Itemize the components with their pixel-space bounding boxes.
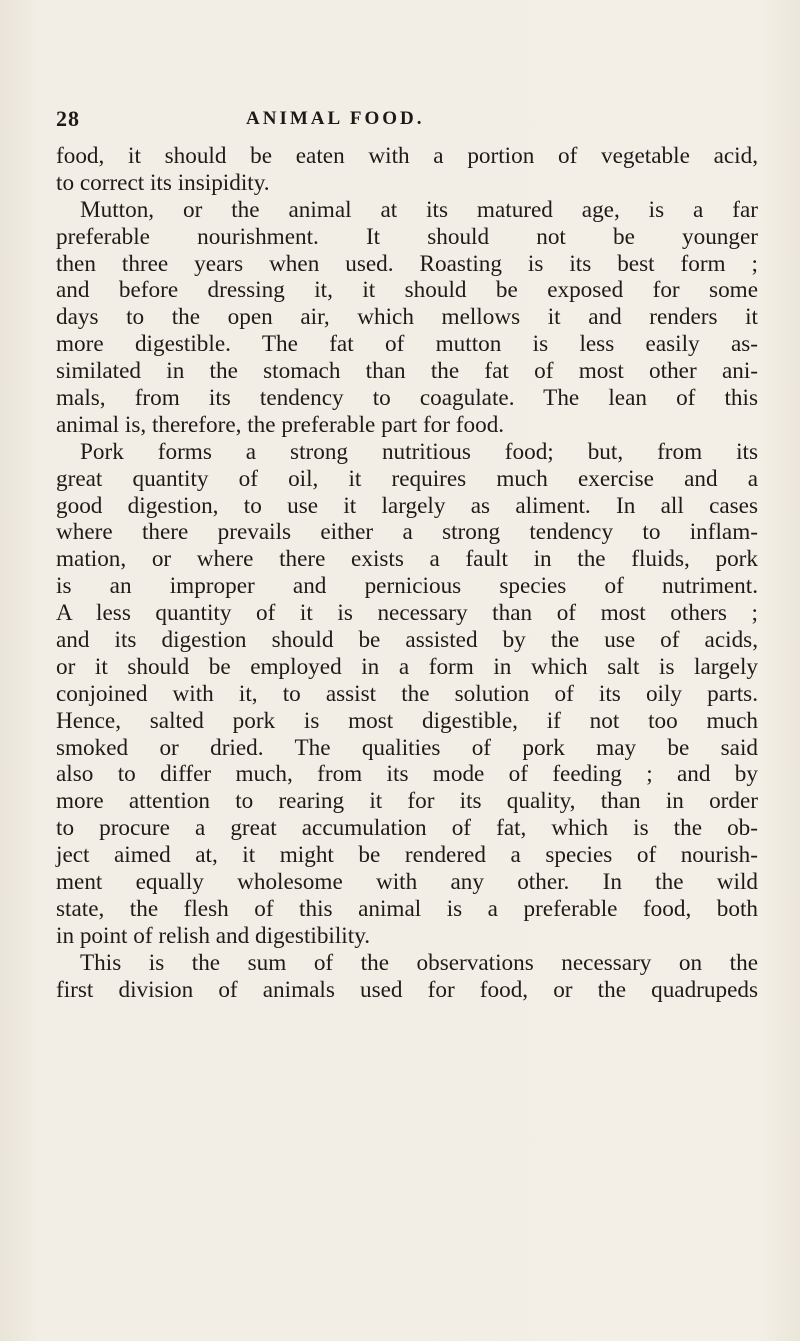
text-line: also to differ much, from its mode of feeding ; and by: [56, 761, 758, 788]
text-line: mation, or where there exists a fault in the fluids, pork: [56, 546, 758, 573]
page-number: 28: [56, 106, 80, 131]
text-line: conjoined with it, to assist the solution of its oily parts.: [56, 680, 758, 707]
text-line: state, the flesh of this animal is a preferable food, both: [56, 895, 758, 922]
text-line: good digestion, to use it largely as aliment. In all cases: [56, 492, 758, 519]
text-line: then three years when used. Roasting is its best form ;: [56, 250, 758, 277]
text-line: similated in the stomach than the fat of most other ani-: [56, 358, 758, 385]
text-line: great quantity of oil, it requires much exercise and a: [56, 465, 758, 492]
text-line: food, it should be eaten with a portion of vegetable acid,: [56, 143, 758, 169]
text-line: or it should be employed in a form in which salt is largely: [56, 653, 758, 680]
text-line: Hence, salted pork is most digestible, if not too much: [56, 707, 758, 734]
text-line: to correct its insipidity.: [56, 169, 270, 196]
text-line: This is the sum of the observations necessary on the: [80, 949, 758, 976]
text-line: first division of animals used for food, or the quadrupeds: [56, 976, 758, 1003]
text-line: to procure a great accumulation of fat, which is the ob-: [56, 815, 758, 842]
text-line: Pork forms a strong nutritious food; but, from its: [80, 438, 758, 465]
text-line: smoked or dried. The qualities of pork may be said: [56, 734, 758, 761]
text-line: more attention to rearing it for its quality, than in order: [56, 788, 758, 815]
text-line: is an improper and pernicious species of nutriment.: [56, 573, 758, 600]
text-line: mals, from its tendency to coagulate. The lean of this: [56, 385, 758, 412]
text-line: A less quantity of it is necessary than of most others ;: [56, 600, 758, 627]
text-line: where there prevails either a strong tendency to inflam-: [56, 519, 758, 546]
running-head: ANIMAL FOOD.: [246, 108, 425, 129]
text-line: and before dressing it, it should be exposed for some: [56, 277, 758, 304]
text-line: and its digestion should be assisted by the use of acids,: [56, 627, 758, 654]
text-line: ject aimed at, it might be rendered a species of nourish-: [56, 842, 758, 869]
text-line: ment equally wholesome with any other. In the wild: [56, 869, 758, 896]
page-header: [56, 106, 756, 136]
body-text: [56, 143, 758, 1004]
text-line: preferable nourishment. It should not be younger: [56, 223, 758, 250]
text-line: more digestible. The fat of mutton is less easily as-: [56, 331, 758, 358]
text-line: days to the open air, which mellows it and renders it: [56, 304, 758, 331]
text-line: Mutton, or the animal at its matured age, is a far: [80, 196, 758, 223]
text-line: animal is, therefore, the preferable part for food.: [56, 411, 505, 438]
text-line: in point of relish and digestibility.: [56, 922, 371, 949]
